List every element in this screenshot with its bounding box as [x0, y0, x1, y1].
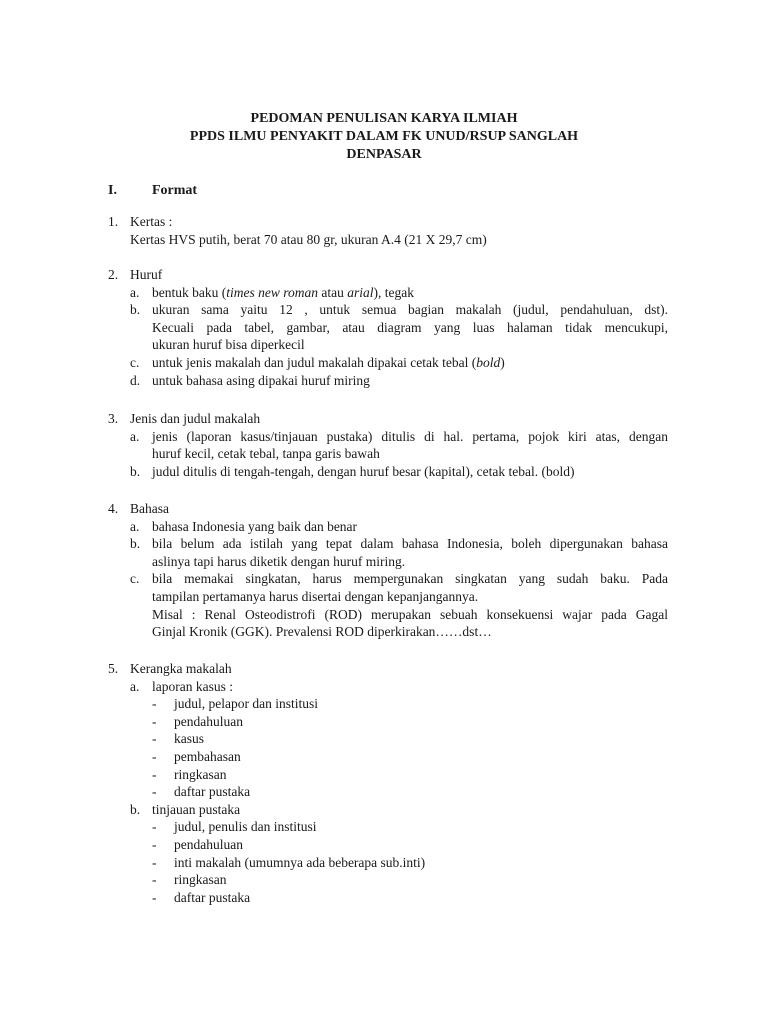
item-number: 5.	[108, 661, 119, 676]
sub-item-d: d. untuk bahasa asing dipakai huruf miring	[130, 372, 370, 388]
list-item: - ringkasan	[152, 766, 227, 782]
item-text: Kertas HVS putih, berat 70 atau 80 gr, ukuran A.4 (21 X 29,7 cm)	[130, 231, 487, 247]
sub-item-c: c. bila memakai singkatan, harus mempergunakan singkatan yang sudah baku. Pada tampilan pertamanya harus disertai dengan kepanjangannya. Misal : Renal Osteodistrofi (ROD) merupakan sebuah konsekuensi wajar pada Gagal Ginjal Kronik (GGK). Prevalensi ROD diperkirakan……dst…	[130, 571, 668, 640]
item-kertas	[108, 213, 668, 248]
list-item: - inti makalah (umumnya ada beberapa sub.inti)	[152, 854, 426, 870]
sub-item-a: a. bahasa Indonesia yang baik dan benar	[130, 518, 358, 534]
list-item: - pembahasan	[152, 748, 241, 764]
section-label: Format	[152, 183, 198, 198]
title-line-3: DENPASAR	[346, 147, 422, 162]
sub-item-b: b. ukuran sama yaitu 12 , untuk semua bagian makalah (judul, pendahuluan, dst). Kecuali pada tabel, gambar, atau diagram yang luas halaman tidak mencukupi, ukuran huruf bisa diperkecil	[130, 302, 668, 353]
list-item: - kasus	[152, 731, 204, 747]
sub-item-a: a. bentuk baku (times new roman atau arial), tegak	[130, 284, 414, 300]
title-line-1: PEDOMAN PENULISAN KARYA ILMIAH	[250, 111, 518, 126]
item-huruf	[108, 266, 668, 389]
list-item: - pendahuluan	[152, 713, 243, 729]
item-number: 3.	[108, 411, 119, 426]
item-number: 4.	[108, 501, 119, 516]
item-number: 2.	[108, 267, 119, 282]
item-label: Jenis dan judul makalah	[130, 411, 261, 426]
item-label: Kerangka makalah	[130, 661, 232, 676]
item-kerangka	[108, 660, 668, 906]
item-label: Kertas :	[130, 214, 173, 229]
list-item: - ringkasan	[152, 872, 227, 888]
item-bahasa	[108, 500, 668, 641]
list-item: - daftar pustaka	[152, 784, 251, 800]
list-item: - judul, penulis dan institusi	[152, 819, 317, 835]
sub-item-b: b. judul ditulis di tengah-tengah, dengan huruf besar (kapital), cetak tebal. (bold)	[130, 463, 575, 479]
document-title	[0, 110, 768, 164]
sub-item-a: a. jenis (laporan kasus/tinjauan pustaka) ditulis di hal. pertama, pojok kiri atas, dengan huruf kecil, cetak tebal, tanpa garis bawah	[130, 428, 668, 462]
sub-item-a: a. laporan kasus :	[130, 678, 233, 694]
sub-item-b: b. tinjauan pustaka	[130, 801, 241, 817]
item-number: 1.	[108, 214, 119, 229]
list-item: - pendahuluan	[152, 836, 243, 852]
item-label: Huruf	[130, 267, 163, 282]
item-jenis	[108, 410, 668, 480]
sub-item-c: c. untuk jenis makalah dan judul makalah dipakai cetak tebal (bold)	[130, 354, 505, 370]
sub-item-b: b. bila belum ada istilah yang tepat dalam bahasa Indonesia, boleh dipergunakan bahasa aslinya tapi harus diketik dengan huruf miring.	[130, 536, 668, 569]
list-item: - daftar pustaka	[152, 889, 251, 905]
list-item: - judul, pelapor dan institusi	[152, 696, 318, 712]
section-heading	[108, 182, 197, 200]
title-line-2: PPDS ILMU PENYAKIT DALAM FK UNUD/RSUP SANGLAH	[189, 129, 579, 144]
item-label: Bahasa	[130, 501, 169, 516]
section-number: I.	[108, 183, 117, 198]
